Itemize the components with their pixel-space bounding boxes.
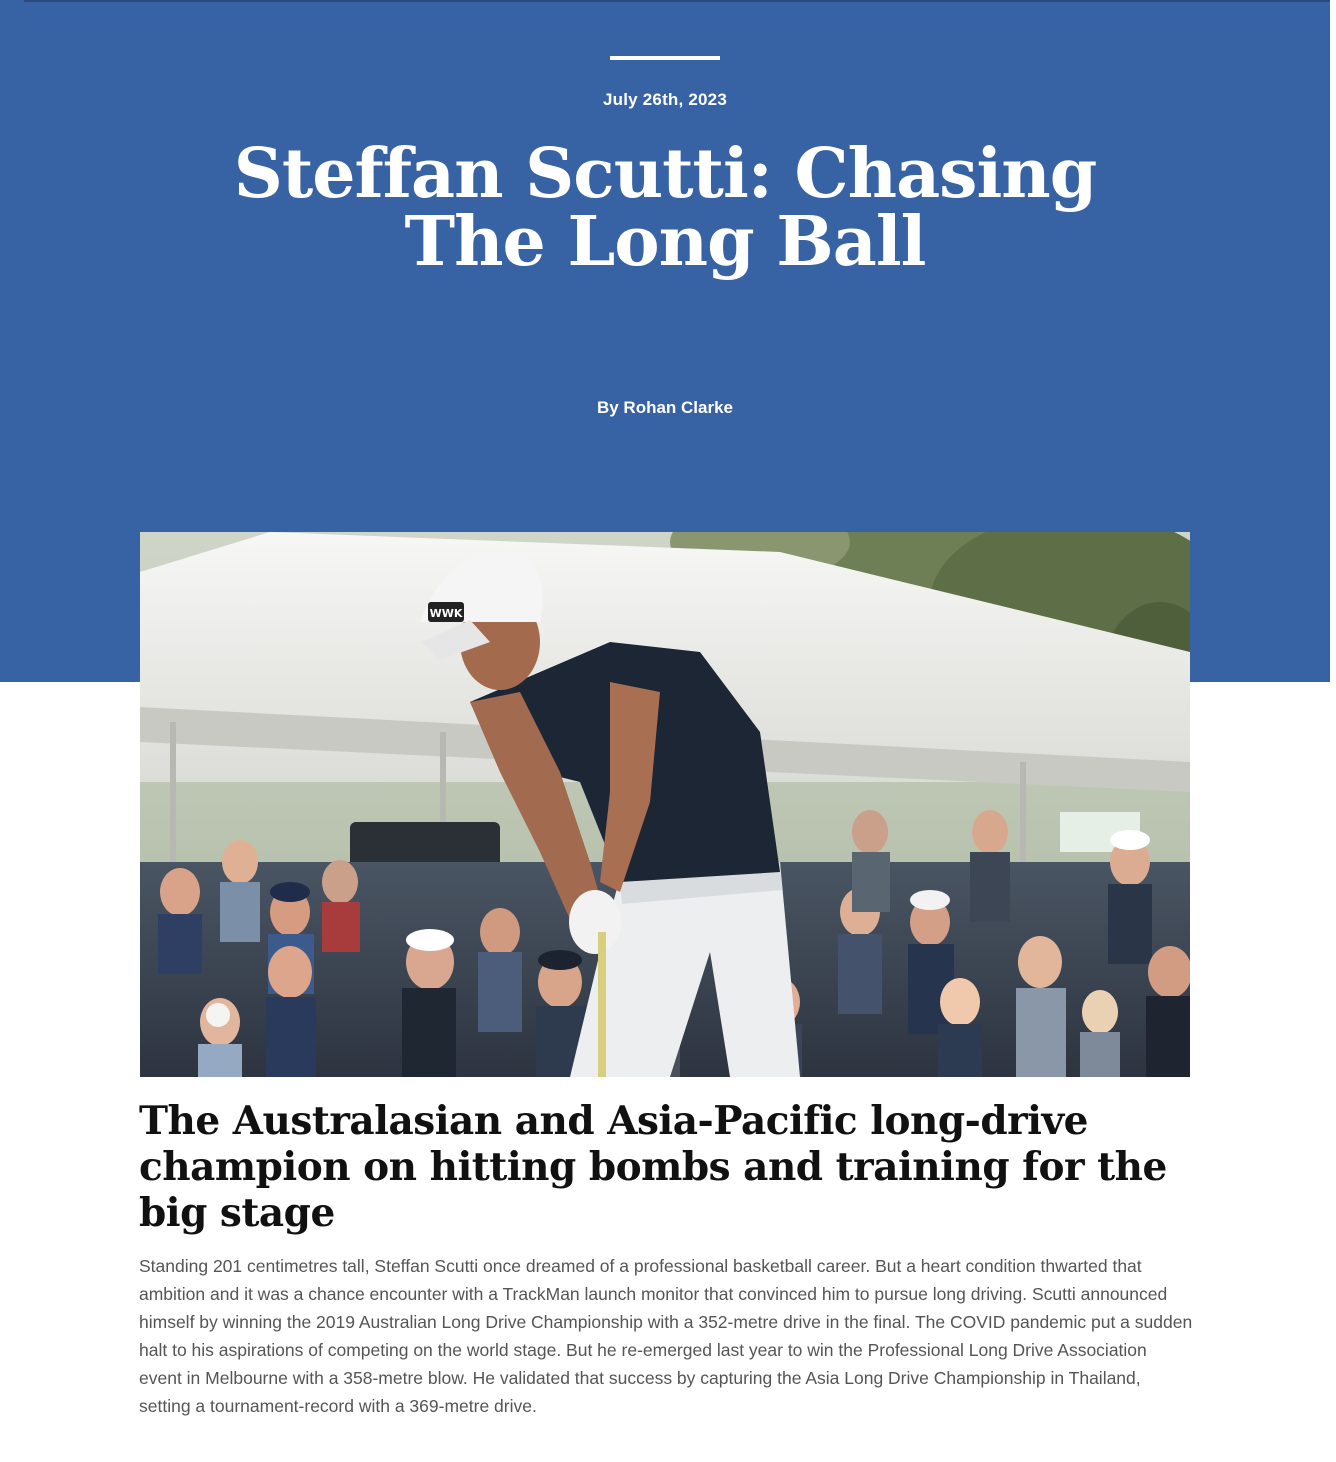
featured-photo — [140, 532, 1190, 1077]
cap-logo-text: WWK — [429, 607, 463, 620]
golf-ball — [206, 1003, 230, 1027]
decorative-rule — [610, 56, 720, 60]
article-title: Steffan Scutti: Chasing The Long Ball — [233, 134, 1097, 282]
golfer-photo-illustration — [140, 532, 1190, 1077]
article-body-paragraph: Standing 201 centimetres tall, Steffan Scutti once dreamed of a professional basketball career. But a heart condition thwarted that ambition and it was a chance encounter with a TrackMan launch monitor that convinced him to pursue long driving. Scutti announced himself by winning the 2019 Australian Long Drive Championship with a 352-metre drive in the final. The COVID pandemic put a sudden halt to his aspirations of competing on the world stage. But he re-emerged last year to win the Professional Long Drive Association event in Melbourne with a 358-metre blow. He validated that success by capturing the Asia Long Drive Championship in Thailand, setting a tournament-record with a 369-metre drive. — [139, 1256, 1193, 1416]
top-border-line — [24, 0, 1330, 2]
article-subheading: The Australasian and Asia-Pacific long-drive champion on hitting bombs and training for the big stage — [139, 1098, 1167, 1236]
article-byline: By Rohan Clarke — [596, 398, 734, 417]
article-date: July 26th, 2023 — [603, 90, 727, 109]
